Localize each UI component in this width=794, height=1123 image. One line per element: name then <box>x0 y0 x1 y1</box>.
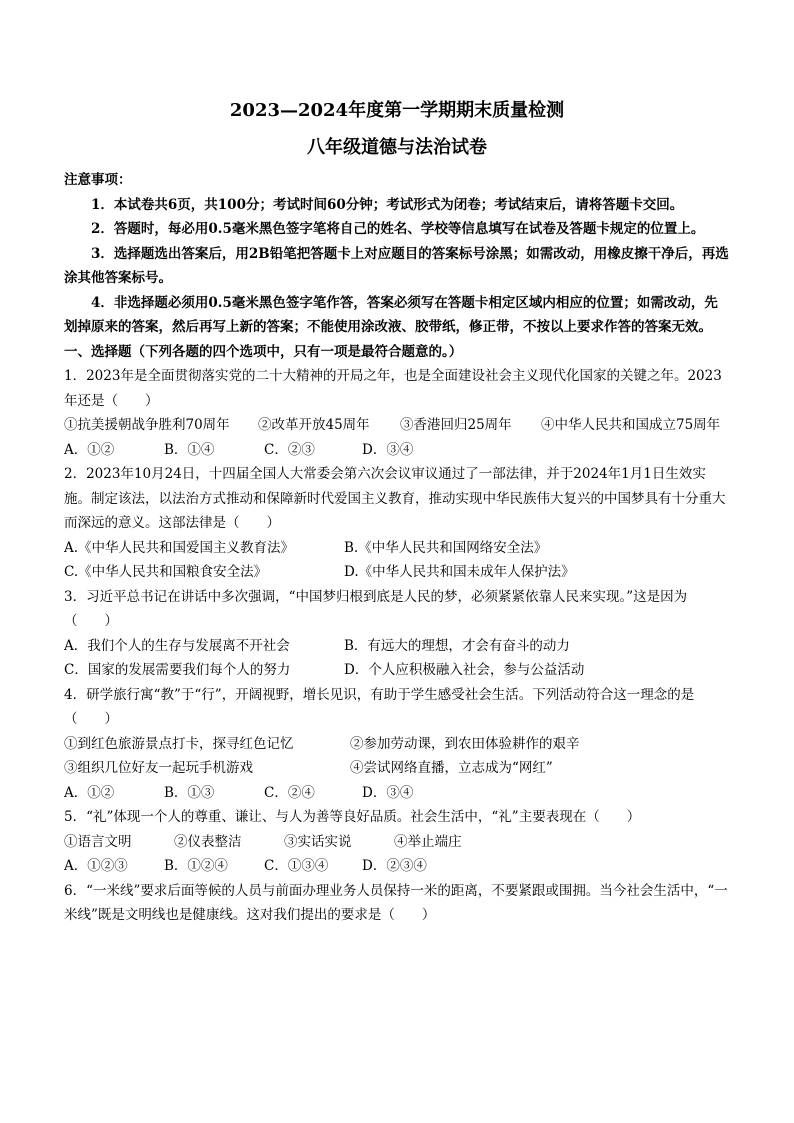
statement-row <box>64 732 730 757</box>
question-stem: 6．“一米线”要求后面等候的人员与前面办理业务人员保持一米的距离，不要紧跟或围拥。当今社会生活中，“一米线”既是文明线也是健康线。这对我们提出的要求是（ ） <box>64 882 728 923</box>
notice-item-3: 3．选择题选出答案后，用2B铅笔把答题卡上对应题目的答案标号涂黑；如需改动，用橡皮擦干净后，再选涂其他答案标号。 <box>64 245 729 286</box>
question-4 <box>64 683 730 806</box>
option-row <box>64 781 730 806</box>
question-3 <box>64 585 730 683</box>
notice-item-4: 4．非选择题必须用0.5毫米黑色签字笔作答，答案必须写在答题卡相定区域内相应的位置；如需改动，先划掉原来的答案，然后再写上新的答案；不能使用涂改液、胶带纸，修正带，不按以上要求作答的答案无效。 <box>64 294 718 335</box>
statement: ④举止端庄 <box>394 833 462 850</box>
notice-heading: 注意事项： <box>64 172 132 188</box>
statement: ②参加劳动课，到农田体验耕作的艰辛 <box>350 735 580 752</box>
question-stem: 5．“礼”体现一个人的尊重、谦让、与人为善等良好品质。社会生活中，“礼”主要表现在（ ） <box>64 809 641 825</box>
option-b: B．有远大的理想，才会有奋斗的动力 <box>344 637 570 654</box>
option-d: D．②③④ <box>362 858 427 874</box>
question-6 <box>64 879 730 928</box>
question-2 <box>64 462 730 585</box>
question-stem: 2．2023年10月24日，十四届全国人大常委会第六次会议审议通过了一部法律，并于2024年1月1日生效实施。制定该法，以法治方式推动和保障新时代爱国主义教育，推动实现中华民族伟大复兴的中国梦具有十分重大而深远的意义。这部法律是（ ） <box>64 466 726 531</box>
notice-item-1: 1．本试卷共6页，共100分；考试时间60分钟；考试形式为闭卷；考试结束后，请将答题卡交回。 <box>91 196 684 213</box>
statement: ①到红色旅游景点打卡，探寻红色记忆 <box>64 735 294 752</box>
option-d: D．个人应积极融入社会，参与公益活动 <box>344 662 585 678</box>
statement: ②改革开放45周年 <box>258 417 370 433</box>
statement: ②仪表整洁 <box>174 833 242 850</box>
statement: ①抗美援朝战争胜利70周年 <box>64 417 230 433</box>
question-stem: 1．2023年是全面贯彻落实党的二十大精神的开局之年，也是全面建设社会主义现代化国家的关键之年。2023年还是（ ） <box>64 368 722 409</box>
statement: ③实话实说 <box>284 833 352 850</box>
exam-title: 2023—2024年度第一学期期末质量检测 <box>229 100 565 121</box>
statement: ③香港回归25周年 <box>400 417 512 433</box>
notice-item-2: 2．答题时，每必用0.5毫米黑色签字笔将自己的姓名、学校等信息填写在试卷及答题卡规定的位置上。 <box>91 221 705 237</box>
section-heading: 一、选择题（下列各题的四个选项中，只有一项是最符合题意的。） <box>64 343 463 360</box>
option-row <box>64 854 730 879</box>
statement: ③组织几位好友一起玩手机游戏 <box>64 760 253 776</box>
option-c: C．②④ <box>264 784 315 801</box>
option-b: B．①④ <box>164 441 215 458</box>
option-row <box>64 560 730 585</box>
statement: ④尝试网络直播，立志成为“网红” <box>350 760 553 776</box>
question-1 <box>64 364 730 462</box>
statement: ④中华人民共和国成立75周年 <box>541 417 721 433</box>
option-b: B.《中华人民共和国网络安全法》 <box>344 539 548 556</box>
option-row <box>64 438 730 463</box>
statement-row <box>64 830 730 855</box>
statement-row <box>64 413 730 438</box>
option-a: A．①②③ <box>64 858 128 874</box>
option-c: C．国家的发展需要我们每个人的努力 <box>64 662 291 678</box>
option-a: A．①② <box>64 441 115 458</box>
option-c: C．①③④ <box>264 858 329 874</box>
option-b: B．①②④ <box>164 858 228 874</box>
option-row <box>64 634 730 659</box>
option-row <box>64 658 730 683</box>
option-c: C．②③ <box>264 441 315 458</box>
question-stem: 3．习近平总书记在讲话中多次强调，“中国梦归根到底是人民的梦，必须紧紧依靠人民来实现。”这是因为（ ） <box>64 588 688 629</box>
option-a: A．①② <box>64 784 115 801</box>
option-b: B．①③ <box>164 784 215 801</box>
option-a: A．我们个人的生存与发展离不开社会 <box>64 637 290 654</box>
option-a: A.《中华人民共和国爱国主义教育法》 <box>64 539 295 556</box>
question-5 <box>64 805 730 879</box>
statement: ①语言文明 <box>64 833 132 850</box>
question-stem: 4．研学旅行寓“教”于“行”，开阔视野，增长见识，有助于学生感受社会生活。下列活动符合这一理念的是（ ） <box>64 686 695 727</box>
option-c: C.《中华人民共和国粮食安全法》 <box>64 564 268 580</box>
option-d: D.《中华人民共和国未成年人保护法》 <box>344 564 575 580</box>
option-d: D．③④ <box>362 441 414 458</box>
option-d: D．③④ <box>362 784 414 801</box>
statement-row <box>64 756 730 781</box>
option-row <box>64 536 730 561</box>
exam-subtitle: 八年级道德与法治试卷 <box>307 137 487 158</box>
